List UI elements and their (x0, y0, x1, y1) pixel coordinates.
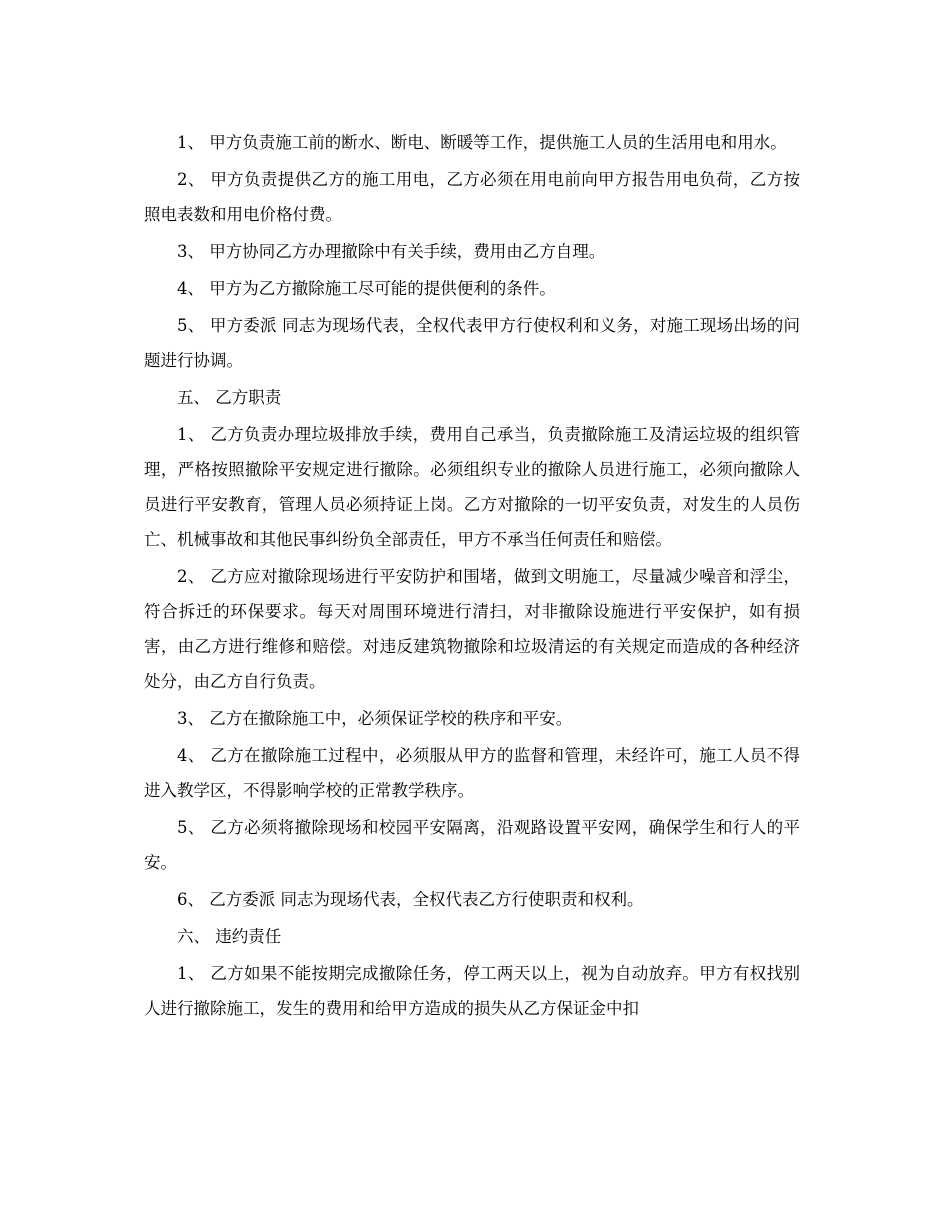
clause-5-2: 2、 乙方应对撤除现场进行平安防护和围堵，做到文明施工，尽量减少噪音和浮尘，符合拆迁的环保要求。每天对周围环境进行清扫，对非撤除设施进行平安保护，如有损害，由乙方进行维修和赔偿。对违反建筑物撤除和垃圾清运的有关规定而造成的各种经济处分，由乙方自行负责。 (144, 567, 800, 691)
document-body (144, 125, 800, 1028)
clause-4-2: 2、 甲方负责提供乙方的施工用电，乙方必须在用电前向甲方报告用电负荷，乙方按照电表数和用电价格付费。 (144, 170, 800, 224)
clause-5-1: 1、 乙方负责办理垃圾排放手续，费用自己承当，负责撤除施工及清运垃圾的组织管理，严格按照撤除平安规定进行撤除。必须组织专业的撤除人员进行施工，必须向撤除人员进行平安教育，管理人员必须持证上岗。乙方对撤除的一切平安负责，对发生的人员伤亡、机械事故和其他民事纠纷负全部责任，甲方不承当任何责任和赔偿。 (144, 425, 800, 549)
section-6-heading: 六、 违约责任 (177, 927, 282, 946)
clause-4-4: 4、 甲方为乙方撤除施工尽可能的提供便利的条件。 (177, 279, 556, 298)
clause-5-4: 4、 乙方在撤除施工过程中，必须服从甲方的监督和管理，未经许可，施工人员不得进入教学区，不得影响学校的正常教学秩序。 (144, 746, 800, 800)
clause-4-5: 5、 甲方委派 同志为现场代表，全权代表甲方行使权利和义务，对施工现场出场的问题进行协调。 (144, 316, 800, 370)
clause-6-1: 1、 乙方如果不能按期完成撤除任务，停工两天以上，视为自动放弃。甲方有权找别人进行撤除施工，发生的费用和给甲方造成的损失从乙方保证金中扣 (144, 964, 800, 1018)
clause-5-5: 5、 乙方必须将撤除现场和校园平安隔离，沿观路设置平安网，确保学生和行人的平安。 (144, 818, 800, 872)
clause-5-3: 3、 乙方在撤除施工中，必须保证学校的秩序和平安。 (177, 709, 573, 728)
section-5-heading: 五、 乙方职责 (177, 388, 282, 407)
clause-4-1: 1、 甲方负责施工前的断水、断电、断暖等工作，提供施工人员的生活用电和用水。 (177, 133, 787, 152)
clause-5-6: 6、 乙方委派 同志为现场代表，全权代表乙方行使职责和权利。 (177, 890, 644, 909)
clause-4-3: 3、 甲方协同乙方办理撤除中有关手续，费用由乙方自理。 (177, 242, 606, 261)
